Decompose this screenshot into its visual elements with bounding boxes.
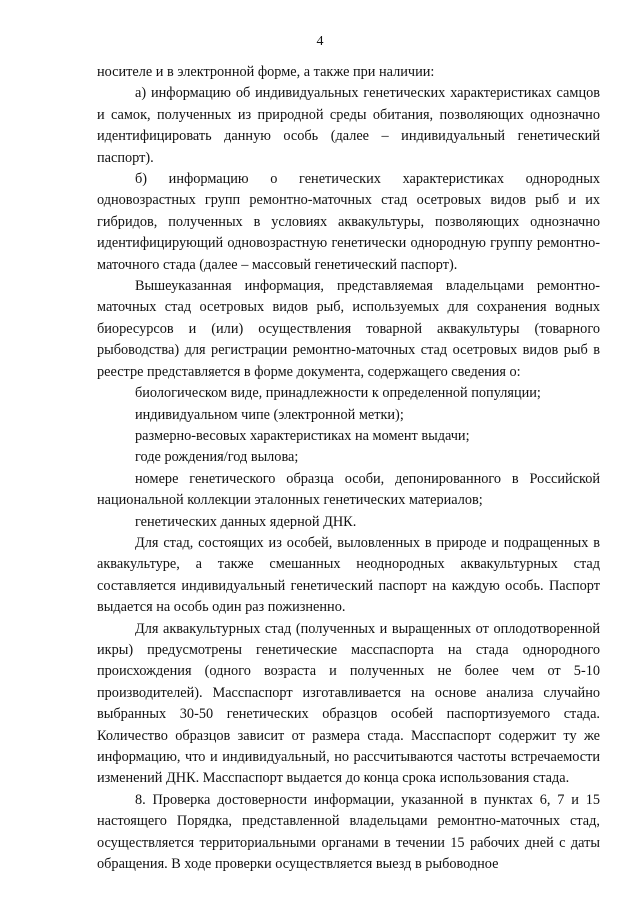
paragraph-item-a: а) информацию об индивидуальных генетических характеристиках самцов и самок, полученных из природной среды обитания, позволяющих однозначно идентифицировать данную особь (далее – индивидуальный генетический паспорт). (97, 85, 600, 166)
paragraph-item-b: б) информацию о генетических характеристиках однородных одновозрастных групп ремонтно-маточных стад осетровых видов рыб и их гибридов, полученных в условиях аквакультуры, позволяющих однозначно идентифицирующий одновозрастную генетически однородную группу ремонтно-маточного стада (далее – массовый генетический паспорт). (97, 171, 600, 273)
page-number: 4 (316, 34, 324, 49)
paragraph-aquaculture-stock: Для аквакультурных стад (полученных и выращенных от оплодотворенной икры) предусмотрены генетические масспаспорта на стада однородного происхождения (одного возраста и полученных не более чем от 5-10 производителей). Масспаспорт изготавливается на основе анализа случайно выбранных 30-50 генетических образцов особей паспортизуемого стада. Количество образцов зависит от размера стада. Масспаспорт содержит ту же информацию, что и индивидуальный, но рассчитываются частоты встречаемости изменений ДНК. Масспаспорт выдается до конца срока использования стада. (97, 620, 600, 787)
document-body (97, 62, 600, 875)
paragraph-birth-year: годе рождения/год вылова; (135, 449, 299, 466)
paragraph-intro: носителе и в электронной форме, а также при наличии: (97, 64, 435, 80)
paragraph-size-weight: размерно-весовых характеристиках на момент выдачи; (135, 427, 470, 444)
paragraph-biological-species: биологическом виде, принадлежности к определенной популяции; (135, 385, 541, 402)
paragraph-nuclear-dna: генетических данных ядерной ДНК. (135, 513, 357, 530)
paragraph-individual-chip: индивидуальном чипе (электронной метки); (135, 406, 404, 423)
paragraph-genetic-sample: номере генетического образца особи, депонированного в Российской национальной коллекции эталонных генетических материалов; (97, 470, 600, 509)
paragraph-wild-stock: Для стад, состоящих из особей, выловленных в природе и подращенных в аквакультуре, а также смешанных неоднородных аквакультурных стад составляется индивидуальный генетический паспорт на каждую особь. Паспорт выдается на особь один раз пожизненно. (97, 534, 600, 616)
paragraph-verification: 8. Проверка достоверности информации, указанной в пунктах 6, 7 и 15 настоящего Порядка, представленной владельцами ремонтно-маточных стад, осуществляется территориальными органами в течении 15 рабочих дней с даты обращения. В ходе проверки осуществляется выезд в рыбоводное (97, 791, 600, 873)
paragraph-info-description: Вышеуказанная информация, представляемая владельцами ремонтно-маточных стад осетровых видов рыб, используемых для сохранения водных биоресурсов и (или) осуществления товарной аквакультуры (товарного рыбоводства) для регистрации ремонтно-маточных стад осетровых видов рыб в реестре представляется в форме документа, содержащего сведения о: (97, 278, 600, 380)
